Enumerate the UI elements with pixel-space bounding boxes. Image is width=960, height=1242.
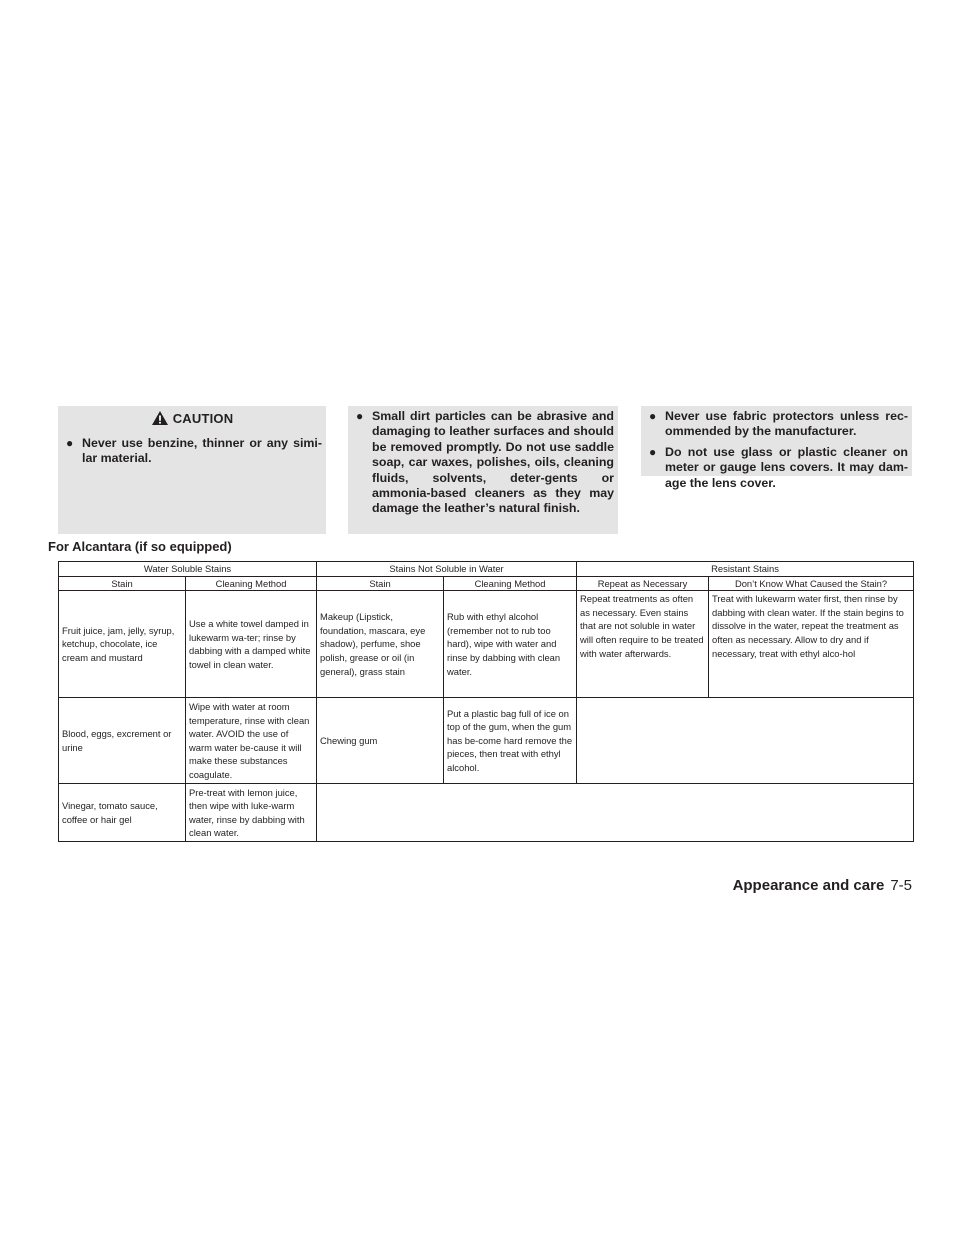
caution-item bbox=[649, 409, 908, 440]
table-cell: Treat with lukewarm water first, then rinse by dabbing with clean water. If the stain begins to dissolve in the water, repeat the treatment as often as necessary. Allow to dry and if necessary, treat with ethyl alco-hol bbox=[709, 591, 914, 698]
group-header: Water Soluble Stains bbox=[59, 562, 317, 577]
group-header: Stains Not Soluble in Water bbox=[317, 562, 577, 577]
caution-item bbox=[66, 436, 322, 467]
table-cell: Put a plastic bag full of ice on top of the gum, when the gum has be-come hard remove the pieces, then treat with ethyl alcohol. bbox=[444, 698, 577, 784]
footer-section-title: Appearance and care bbox=[732, 877, 885, 894]
table-row bbox=[59, 698, 914, 784]
bullet-icon: ● bbox=[649, 445, 657, 459]
bullet-icon: ● bbox=[649, 409, 657, 423]
column-header: Cleaning Method bbox=[186, 576, 317, 591]
caution-item-text: Never use fabric protectors unless rec-ommended by the manufacturer. bbox=[665, 409, 908, 439]
column-header: Stain bbox=[59, 576, 186, 591]
caution-box bbox=[58, 406, 912, 534]
warning-icon bbox=[151, 410, 169, 426]
table-cell: Wipe with water at room temperature, rinse with clean water. AVOID the use of warm water be-cause it will make these substances coagulate. bbox=[186, 698, 317, 784]
column-header: Stain bbox=[317, 576, 444, 591]
table-cell: Rub with ethyl alcohol (remember not to rub too hard), wipe with water and rinse by dabbing with clean water. bbox=[444, 591, 577, 698]
page-footer bbox=[733, 877, 912, 894]
section-title: For Alcantara (if so equipped) bbox=[48, 539, 232, 554]
bullet-icon: ● bbox=[66, 436, 74, 450]
stain-table bbox=[58, 561, 914, 842]
table-row bbox=[59, 784, 914, 842]
caution-item-text: Never use benzine, thinner or any simi-lar material. bbox=[82, 436, 322, 466]
caution-heading bbox=[58, 406, 326, 430]
table-cell-empty bbox=[317, 784, 914, 842]
table-cell: Blood, eggs, excrement or urine bbox=[59, 698, 186, 784]
column-header: Repeat as Necessary bbox=[577, 576, 709, 591]
table-row bbox=[59, 591, 914, 698]
column-header: Don’t Know What Caused the Stain? bbox=[709, 576, 914, 591]
group-header: Resistant Stains bbox=[577, 562, 914, 577]
caution-item-text: Small dirt particles can be abrasive and damaging to leather surfaces and should be removed promptly. Do not use saddle soap, car waxes, polishes, oils, cleaning fluids, solvents, deter-gents or ammonia-based cleaners as they may damage the leather’s natural finish. bbox=[372, 409, 614, 516]
table-subheader-row bbox=[59, 576, 914, 591]
table-cell: Use a white towel damped in lukewarm wa-ter; rinse by dabbing with a damped white towel in clean water. bbox=[186, 591, 317, 698]
table-cell-empty bbox=[577, 698, 914, 784]
caution-item bbox=[356, 409, 614, 517]
page-number: 7-5 bbox=[890, 877, 912, 894]
caution-heading-text: CAUTION bbox=[172, 410, 234, 426]
table-group-header-row bbox=[59, 562, 914, 577]
table-cell: Repeat treatments as often as necessary. Even stains that are not soluble in water will often require to be treated with water afterwards. bbox=[577, 591, 709, 698]
table-cell: Pre-treat with lemon juice, then wipe with luke-warm water, rinse by dabbing with clean water. bbox=[186, 784, 317, 842]
table-cell: Makeup (Lipstick, foundation, mascara, eye shadow), perfume, shoe polish, grease or oil (in general), grass stain bbox=[317, 591, 444, 698]
column-header: Cleaning Method bbox=[444, 576, 577, 591]
table-cell: Fruit juice, jam, jelly, syrup, ketchup, chocolate, ice cream and mustard bbox=[59, 591, 186, 698]
caution-item-text: Do not use glass or plastic cleaner on meter or gauge lens covers. It may dam-age the lens cover. bbox=[665, 445, 908, 490]
bullet-icon: ● bbox=[356, 409, 364, 423]
caution-item bbox=[649, 445, 908, 491]
table-cell: Chewing gum bbox=[317, 698, 444, 784]
table-cell: Vinegar, tomato sauce, coffee or hair gel bbox=[59, 784, 186, 842]
